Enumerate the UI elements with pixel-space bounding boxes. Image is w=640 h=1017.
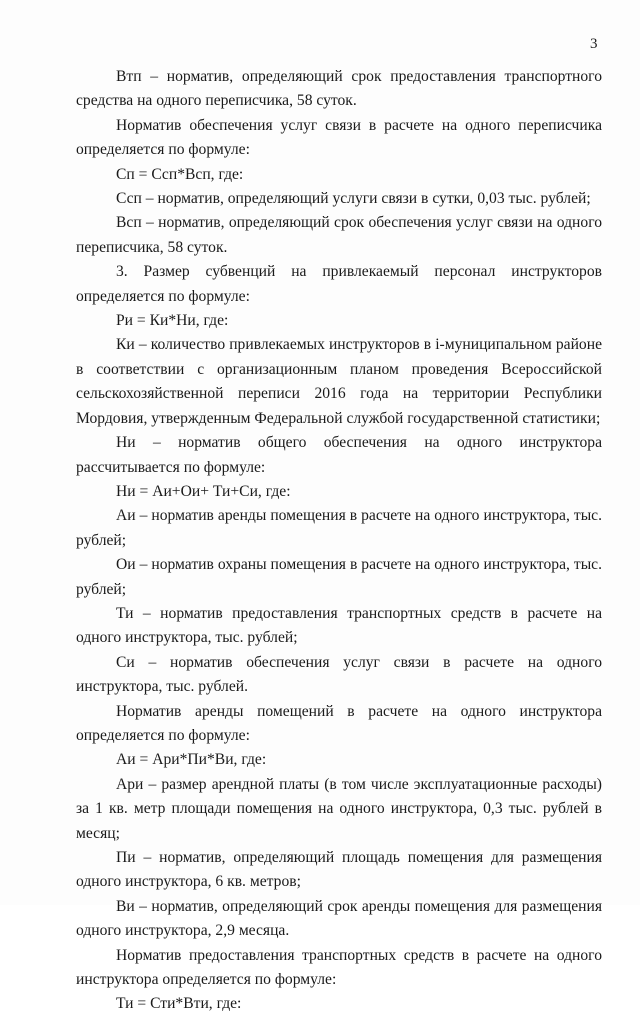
paragraph-ti-intro: Норматив предоставления транспортных средств в расчете на одного инструктора определяется по формуле: <box>76 946 602 989</box>
formula-ti: Ти = Сти*Вти, где: <box>116 995 242 1013</box>
formula-ni: Ни = Аи+Ои+ Ти+Си, где: <box>116 482 291 500</box>
paragraph-ari: Ари – размер арендной платы (в том числе эксплуатационные расходы) за 1 кв. метр площади помещения на одного инструктора, 0,3 тыс. рублей в месяц; <box>76 775 602 842</box>
page-number: 3 <box>590 36 598 52</box>
formula-sp: Сп = Ссп*Всп, где: <box>116 165 244 183</box>
paragraph-vtp: Втп – норматив, определяющий срок предоставления транспортного средства на одного переписчика, 58 суток. <box>76 68 602 110</box>
document-body <box>76 65 602 1017</box>
paragraph-pi: Пи – норматив, определяющий площадь помещения для размещения одного инструктора, 6 кв. метров; <box>76 849 602 891</box>
paragraph-ki: Ки – количество привлекаемых инструкторов в i-муниципальном районе в соответствии с организационным планом проведения Всероссийской сельскохозяйственной переписи 2016 года на территории Республики Мордовия, утвержденным Федеральной службой государственной статистики; <box>76 336 602 427</box>
paragraph-ti: Ти – норматив предоставления транспортных средств в расчете на одного инструктора, тыс. рублей; <box>76 604 602 647</box>
paragraph-si: Си – норматив обеспечения услуг связи в расчете на одного инструктора, тыс. рублей. <box>76 653 602 696</box>
paragraph-vsp: Всп – норматив, определяющий срок обеспечения услуг связи на одного переписчика, 58 суток. <box>76 214 602 256</box>
paragraph-sp-intro: Норматив обеспечения услуг связи в расчете на одного переписчика определяется по формуле: <box>76 116 602 159</box>
paragraph-ai: Аи – норматив аренды помещения в расчете на одного инструктора, тыс. рублей; <box>76 507 602 549</box>
paragraph-ssp: Ссп – норматив, определяющий услуги связи в сутки, 0,03 тыс. рублей; <box>116 190 591 208</box>
paragraph-oi: Ои – норматив охраны помещения в расчете на одного инструктора, тыс. рублей; <box>76 556 602 598</box>
paragraph-section-3: 3. Размер субвенций на привлекаемый персонал инструкторов определяется по формуле: <box>76 263 602 305</box>
formula-ai: Аи = Ари*Пи*Ви, где: <box>116 751 267 769</box>
paragraph-vi: Ви – норматив, определяющий срок аренды помещения для размещения одного инструктора, 2,9 месяца. <box>76 897 602 940</box>
paragraph-ai-intro: Норматив аренды помещений в расчете на одного инструктора определяется по формуле: <box>76 702 602 744</box>
formula-ri: Ри = Ки*Ни, где: <box>116 312 229 330</box>
paragraph-ni-intro: Ни – норматив общего обеспечения на одного инструктора рассчитывается по формуле: <box>76 434 602 476</box>
